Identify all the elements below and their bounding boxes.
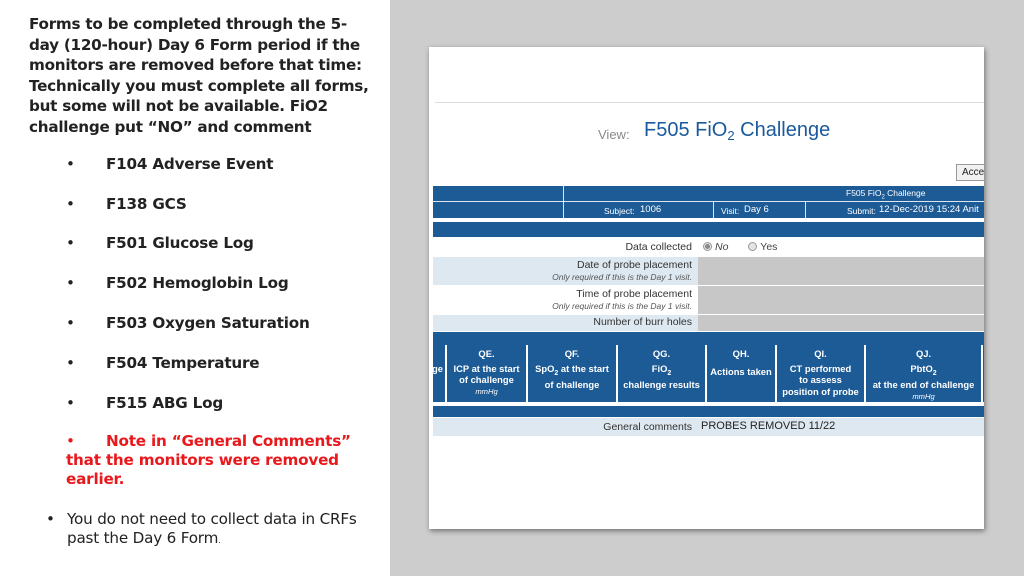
header-form-end: Challenge <box>884 188 926 198</box>
date-probe-title: Date of probe placement <box>577 259 692 271</box>
bullet-text: F104 Adverse Event <box>106 155 274 173</box>
col-code: QJ. <box>915 348 932 359</box>
general-comments-row <box>433 418 984 436</box>
col-header-qe <box>447 345 526 402</box>
burr-holes-label: Number of burr holes <box>593 316 692 328</box>
bullet-dot: • <box>66 394 75 412</box>
divider <box>433 201 984 202</box>
divider <box>563 186 564 218</box>
col-line3: position of probe <box>782 385 859 397</box>
col-line1-main: SpO <box>535 362 555 374</box>
col-line2: to assess <box>799 374 842 386</box>
general-comments-note <box>66 432 366 489</box>
sub-bullet <box>46 510 376 550</box>
title-main: F505 FiO <box>644 119 728 141</box>
col-unit: mmHg <box>912 391 935 401</box>
general-comments-value[interactable]: PROBES REMOVED 11/22 <box>701 420 836 432</box>
divider <box>805 202 806 218</box>
note-line1: Note in “General Comments” <box>106 432 351 450</box>
submit-label: Submit: <box>847 206 876 216</box>
burr-holes-field[interactable] <box>698 315 984 331</box>
col-line1-sub: 2 <box>667 369 672 377</box>
general-comments-label: General comments <box>603 421 692 433</box>
col-code: QF. <box>564 348 580 359</box>
col-header-qj <box>866 345 981 402</box>
header-form-sub: 2 <box>881 194 885 201</box>
bullet-dot: • <box>66 432 75 450</box>
radio-yes[interactable] <box>748 242 757 251</box>
col-line1: ICP at the start <box>453 362 520 374</box>
option-yes-label: Yes <box>760 241 778 253</box>
subject-label: Subject: <box>604 206 635 216</box>
divider <box>435 102 984 103</box>
visit-label: Visit: <box>721 206 740 216</box>
title-sub: 2 <box>727 128 735 143</box>
col-code: QE. <box>478 348 495 359</box>
sub-period: . <box>218 536 221 545</box>
col-line2: of challenge <box>459 374 514 386</box>
section-bar <box>433 406 984 417</box>
col-line2: challenge results <box>623 379 700 391</box>
col-code: QH. <box>732 348 750 359</box>
bullet-dot: • <box>66 354 75 372</box>
data-collected-options <box>703 241 777 253</box>
bullet-text: F503 Oxygen Saturation <box>106 314 310 332</box>
col-unit: mmHg <box>475 386 498 396</box>
col-line1-sub: 2 <box>932 369 937 377</box>
note-rest: that the monitors were removed earlier. <box>66 451 339 488</box>
divider <box>713 202 714 218</box>
col-header-partial <box>433 345 445 402</box>
col-header-qf <box>528 345 616 402</box>
bullet-text: F502 Hemoglobin Log <box>106 274 289 292</box>
col-line2: of challenge <box>544 379 600 391</box>
header-form-name <box>846 188 925 201</box>
date-probe-field[interactable] <box>698 257 984 285</box>
bullet-text: F515 ABG Log <box>106 394 224 412</box>
title-end: Challenge <box>734 119 831 141</box>
col-line1 <box>866 363 981 379</box>
col-header-qg <box>618 345 705 402</box>
date-probe-note: Only required if this is the Day 1 visit. <box>552 272 692 282</box>
form-screenshot <box>429 47 984 529</box>
col-line1 <box>528 363 616 379</box>
intro-paragraph: Forms to be completed through the 5-day (120-hour) Day 6 Form period if the monitors are removed before that time: Technically you must complete all forms, but some will not be available. FiO2 challenge put “NO” and comment <box>29 15 369 136</box>
question-header-row <box>433 345 984 402</box>
subject-value: 1006 <box>640 204 662 215</box>
bullet-dot: • <box>66 314 75 332</box>
bullet-dot: • <box>66 155 75 173</box>
bullet-dot: • <box>66 274 75 292</box>
col-line1: CT performed <box>789 362 852 374</box>
data-collected-label: Data collected <box>625 241 692 253</box>
burr-holes-row <box>433 315 984 331</box>
view-label: View: <box>598 127 630 142</box>
col-code: QI. <box>814 348 827 359</box>
time-probe-title: Time of probe placement <box>576 288 692 300</box>
time-probe-row <box>433 286 984 314</box>
bullet-text: F138 GCS <box>106 195 187 213</box>
col-line1-main: FiO <box>651 362 668 374</box>
visit-value: Day 6 <box>744 204 769 215</box>
col-header-qi <box>777 345 864 402</box>
form-title <box>644 119 830 143</box>
col-line1-main: PbtO <box>910 362 933 374</box>
slide-text-panel <box>0 0 390 576</box>
section-bar <box>433 222 984 237</box>
date-probe-row <box>433 257 984 285</box>
sub-text: You do not need to collect data in CRFs past the Day 6 Form <box>67 510 357 547</box>
date-probe-label <box>552 259 692 283</box>
bullet-dot: • <box>66 234 75 252</box>
submit-value: 12-Dec-2019 15:24 Anit <box>879 204 979 215</box>
col-line1 <box>618 363 705 379</box>
col-code: QG. <box>652 348 671 359</box>
form-header-bar <box>433 186 984 218</box>
time-probe-field[interactable] <box>698 286 984 314</box>
col-line1-sub: 2 <box>554 369 559 377</box>
option-no-label: No <box>715 241 729 253</box>
time-probe-label <box>552 288 692 312</box>
bullet-dot: • <box>46 510 55 528</box>
col-line2: at the end of challenge <box>872 379 975 391</box>
col-line1-end: at the start <box>558 362 609 374</box>
time-probe-note: Only required if this is the Day 1 visit. <box>552 301 692 311</box>
header-form-main: F505 FiO <box>846 188 882 198</box>
col-header-qh <box>707 345 775 402</box>
radio-no[interactable] <box>703 242 712 251</box>
section-bar <box>433 332 984 346</box>
note-first-line <box>66 432 366 451</box>
bullet-text: F501 Glucose Log <box>106 234 254 252</box>
col-line1: ge <box>432 362 443 374</box>
col-code <box>433 348 445 360</box>
bullet-dot: • <box>66 195 75 213</box>
col-line1: Actions taken <box>710 365 772 377</box>
sub-bullet-text <box>46 510 376 550</box>
bullet-text: F504 Temperature <box>106 354 260 372</box>
access-button[interactable]: Acce <box>956 164 984 181</box>
col-header-edge <box>983 345 984 402</box>
data-collected-row <box>433 239 984 256</box>
